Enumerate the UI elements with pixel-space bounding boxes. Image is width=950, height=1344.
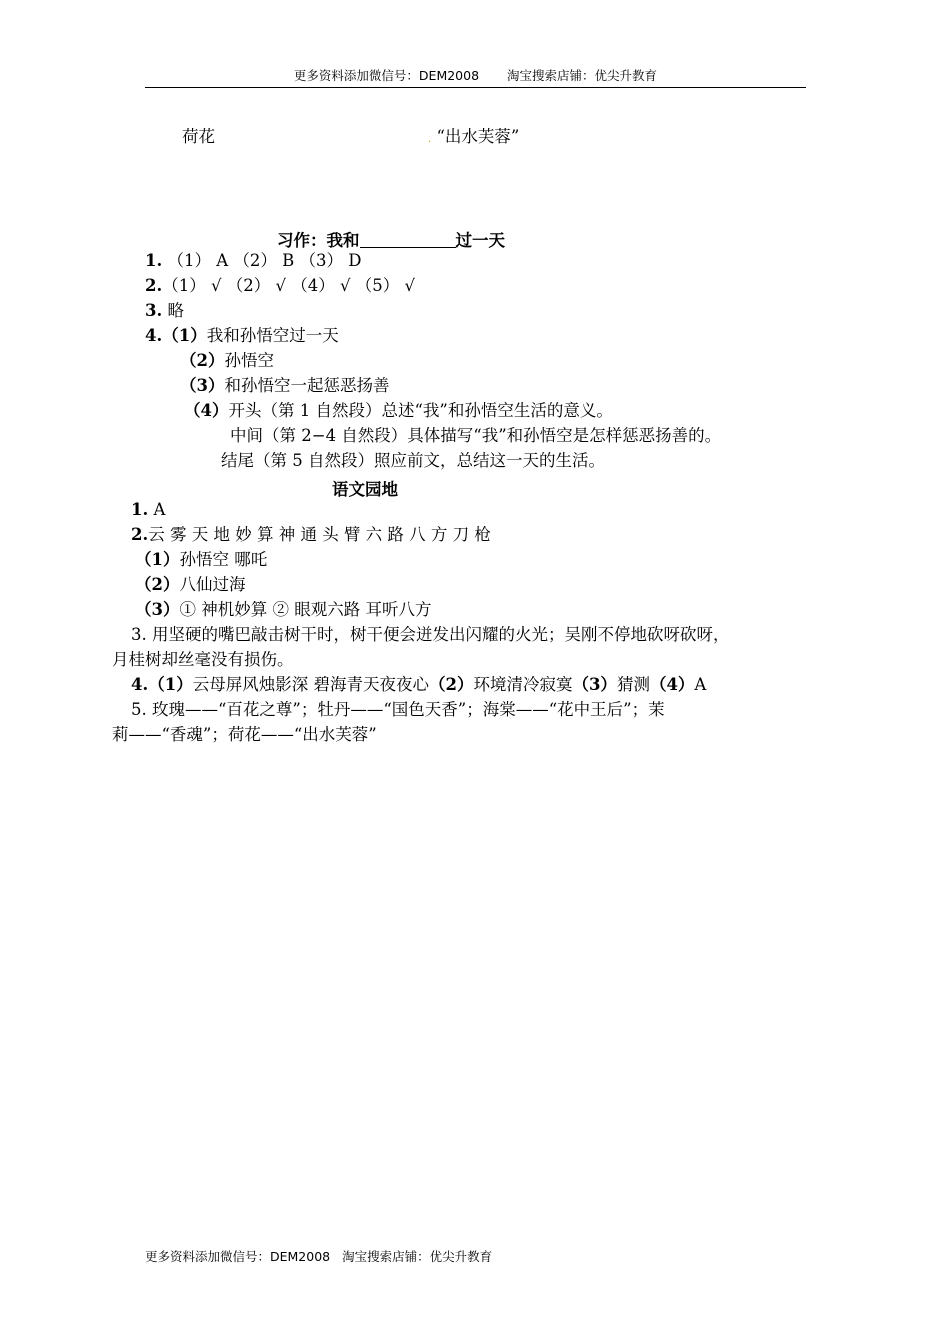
s2-q1: 1. A [131, 500, 166, 519]
top-row-left: 荷花 [182, 127, 215, 146]
s2-q2-a2: （2）八仙过海 [135, 575, 246, 594]
s1-q4-a3: （3）和孙悟空一起惩恶扬善 [180, 376, 390, 395]
s2-q2-a1: （1）孙悟空 哪吒 [135, 550, 268, 569]
s1-q4-a2: （2）孙悟空 [180, 351, 274, 370]
s2-q5-line1: 5. 玫瑰——“百花之尊”；牡丹——“国色天香”；海棠——“花中王后”；茉 [131, 700, 665, 719]
footer-shop: 淘宝搜索店铺：优尖升教育 [342, 1249, 493, 1264]
s1-q4-a4-mid: 中间（第 2−4 自然段）具体描写“我”和孙悟空是怎样惩恶扬善的。 [230, 426, 722, 445]
section2-title: 语文园地 [332, 480, 398, 499]
s2-q2: 2.云 雾 天 地 妙 算 神 通 头 臂 六 路 八 方 刀 枪 [131, 525, 491, 544]
s2-q3-line1: 3. 用坚硬的嘴巴敲击树干时，树干便会迸发出闪耀的火光；吴刚不停地砍呀砍呀， [131, 625, 730, 644]
s2-q3-line2: 月桂树却丝毫没有损伤。 [112, 650, 294, 669]
s2-q2-a3: （3）① 神机妙算 ② 眼观六路 耳听八方 [135, 600, 432, 619]
page-footer [145, 1247, 492, 1265]
footer-wechat: 更多资料添加微信号：DEM2008 [145, 1249, 331, 1264]
page-header [145, 66, 806, 88]
header-shop: 淘宝搜索店铺：优尖升教育 [507, 68, 658, 83]
s2-q4: 4.（1）云母屏风烛影深 碧海青天夜夜心（2）环境清冷寂寞（3）猜测（4）A [131, 675, 707, 694]
s1-q1: 1. （1） A （2） B （3） D [145, 251, 362, 270]
s1-q4-a4: （4）开头（第 1 自然段）总述“我”和孙悟空生活的意义。 [184, 401, 613, 420]
top-row-right: . “出水芙蓉” [428, 127, 520, 146]
s1-q2: 2.（1） √ （2） √ （4） √ （5） √ [145, 276, 415, 295]
s2-q5-line2: 莉——“香魂”；荷花——“出水芙蓉” [112, 725, 377, 744]
title-blank [360, 231, 456, 248]
section1-title: 习作：我和 过一天 [277, 231, 505, 250]
s1-q4-a1: 4.（1）我和孙悟空过一天 [145, 326, 339, 345]
s1-q4-a4-end: 结尾（第 5 自然段）照应前文，总结这一天的生活。 [221, 451, 605, 470]
s1-q3: 3. 略 [145, 301, 184, 320]
header-wechat: 更多资料添加微信号：DEM2008 [293, 68, 480, 83]
